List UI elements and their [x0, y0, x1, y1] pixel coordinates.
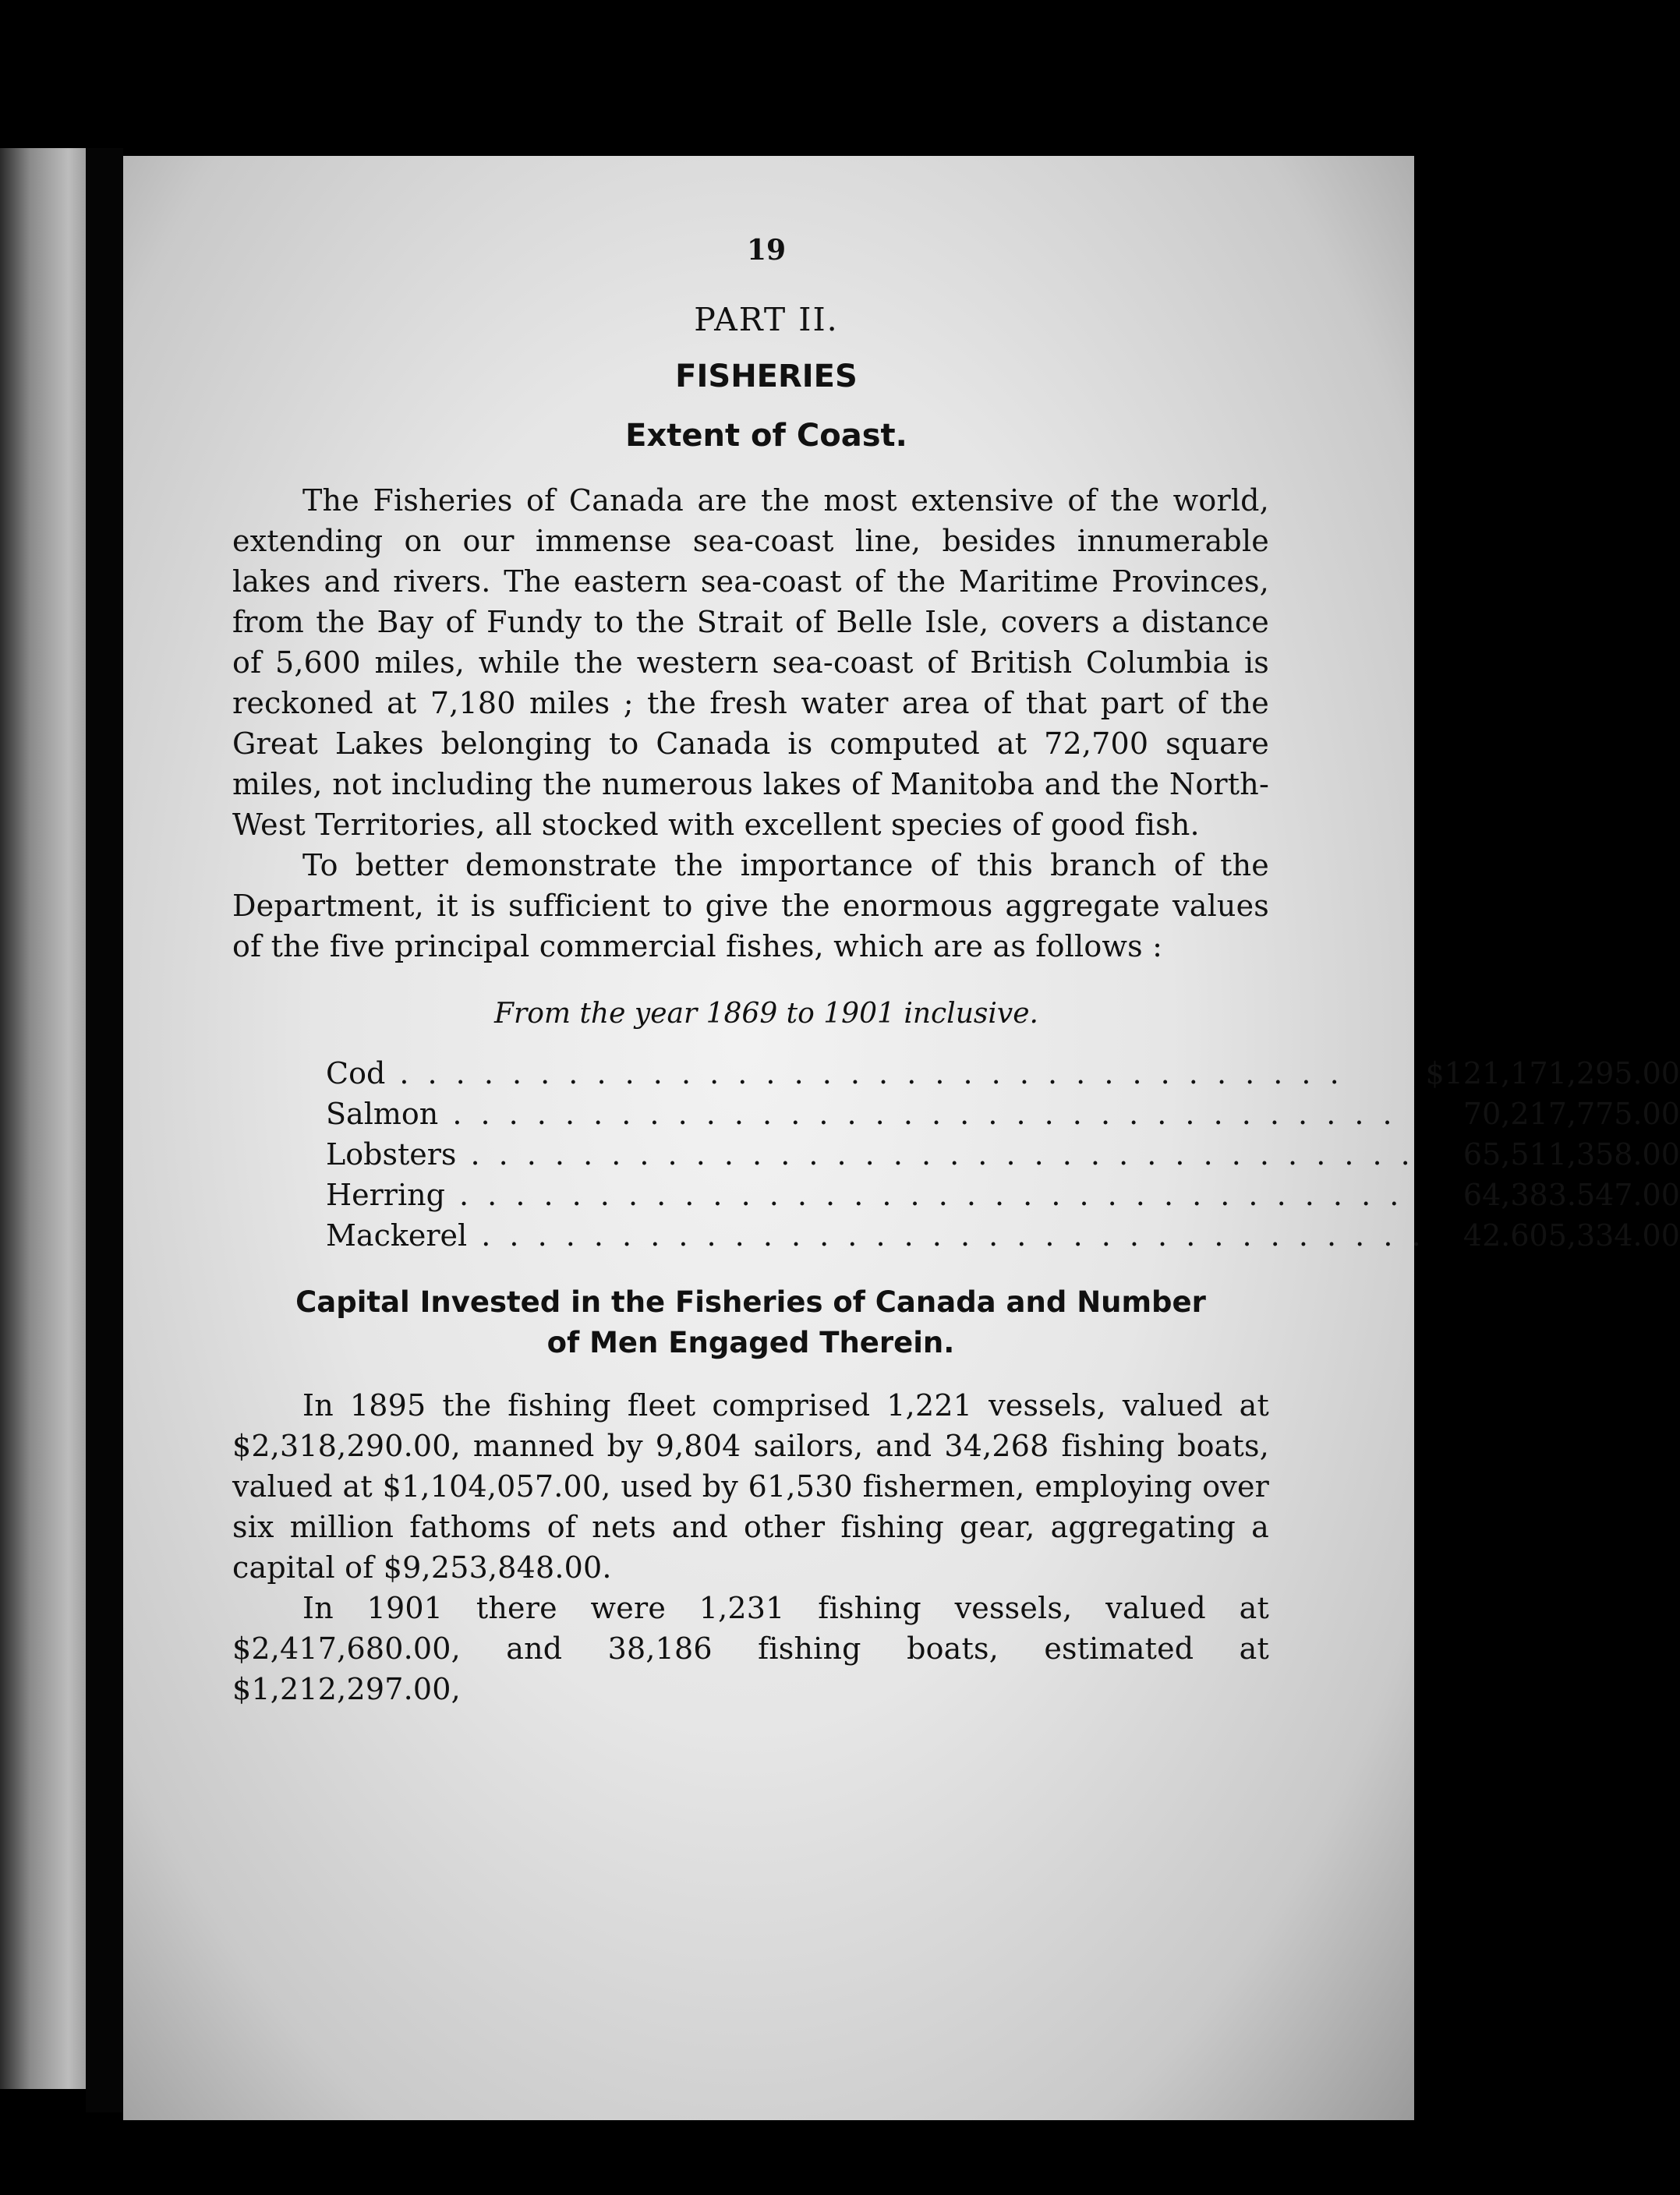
book-gutter	[86, 148, 123, 2112]
fish-value: 70,217,775.00	[1462, 1097, 1680, 1131]
sub-title: Extent of Coast.	[625, 418, 907, 454]
section-title: FISHERIES	[675, 359, 858, 394]
table-row	[326, 1094, 1680, 1134]
fish-values-table	[326, 1053, 1680, 1256]
table-row	[326, 1053, 1680, 1094]
fish-name: Mackerel . . .	[326, 1215, 1426, 1256]
heading-line-1: Capital Invested in the Fisheries of Canada and Number	[295, 1285, 1206, 1319]
table-row	[326, 1215, 1680, 1256]
table-caption: From the year 1869 to 1901 inclusive.	[494, 998, 1038, 1030]
fish-value: $121,171,295.00	[1425, 1056, 1680, 1090]
fish-name: Salmon . . .	[326, 1094, 1426, 1134]
fish-value: 42.605,334.00	[1462, 1218, 1680, 1253]
paragraph-extent-of-coast: The Fisheries of Canada are the most extensive of the world, extending on our immense sea-coast line, besides innumerable lakes and rivers. The eastern sea-coast of the Maritime Provinces, from the Bay of Fundy to the Strait of Belle Isle, covers a distance of 5,600 miles, while the western sea-coast of British Columbia is reckoned at 7,180 miles ; the fresh water area of that part of the Great Lakes belonging to Canada is computed at 72,700 square miles, not including the numerous lakes of Manitoba and the North-West Territories, all stocked with excellent species of good fish.	[232, 483, 1269, 842]
page-text-block	[232, 234, 1680, 1709]
page-number: 19	[746, 234, 787, 267]
table-row	[326, 1175, 1680, 1215]
part-heading: PART II.	[694, 301, 839, 338]
fish-name: Herring . . .	[326, 1175, 1426, 1215]
paragraph-1901-fleet: In 1901 there were 1,231 fishing vessels, valued at $2,417,680.00, and 38,186 fishing boats, estimated at $1,212,297.00,	[232, 1591, 1269, 1706]
fish-name: Cod . . .	[326, 1053, 1426, 1094]
paragraph-1895-fleet: In 1895 the fishing fleet comprised 1,221 vessels, valued at $2,318,290.00, manned by 9,804 sailors, and 34,268 fishing boats, valued at $1,104,057.00, used by 61,530 fishermen, employing over six million fathoms of nets and other fishing gear, aggregating a capital of $9,253,848.00.	[232, 1388, 1269, 1585]
table-row	[326, 1134, 1680, 1175]
capital-invested-heading	[232, 1282, 1269, 1363]
heading-line-2: of Men Engaged Therein.	[546, 1326, 955, 1359]
fish-value: 65,511,358.00	[1462, 1137, 1680, 1172]
facing-page-edge	[0, 148, 86, 2089]
paragraph-importance: To better demonstrate the importance of this branch of the Department, it is sufficient to give the enormous aggregate values of the five principal commercial fishes, which are as follows :	[232, 848, 1269, 963]
fish-name: Lobsters . . .	[326, 1134, 1426, 1175]
fish-value: 64,383.547.00	[1462, 1178, 1680, 1212]
document-page	[123, 156, 1680, 2120]
